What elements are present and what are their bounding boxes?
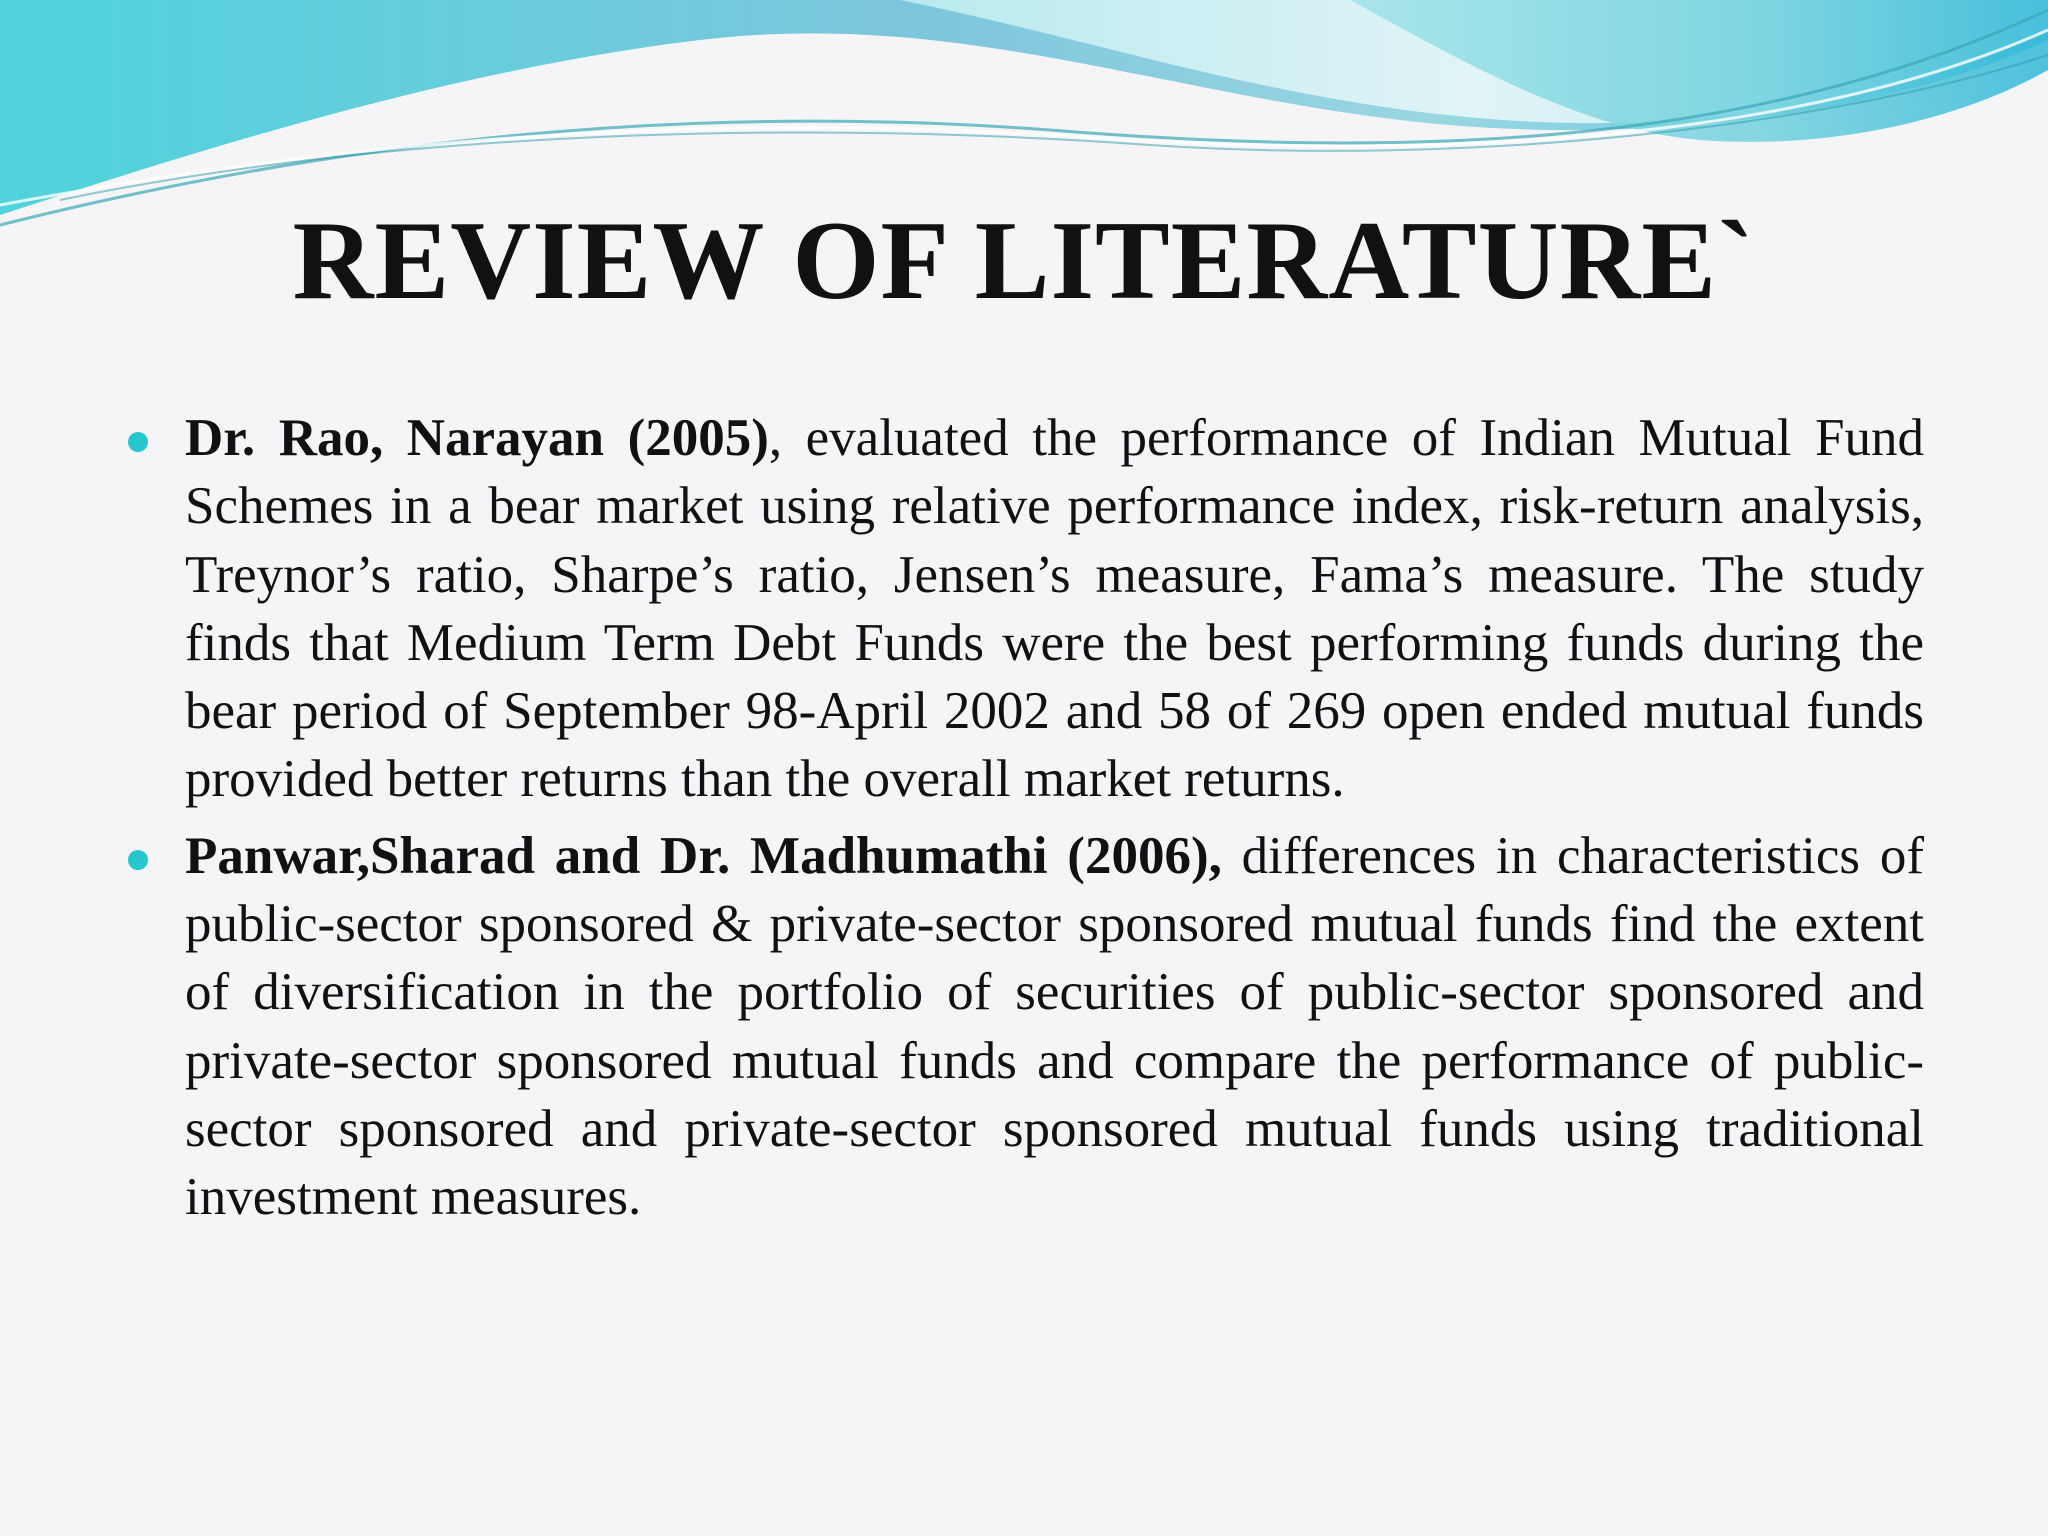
literature-text: differences in characteristics of public-sector sponsored & private-sector sponsored mutual funds find the extent of diversification in the portfolio of securities of public-sector sponsored and private-sector sponsored mutual funds and compare the performance of public-sector sponsored and private-sector sponsored mutual funds using traditional investment measures.	[185, 826, 1924, 1227]
literature-author: Dr. Rao, Narayan (2005)	[185, 409, 769, 467]
literature-text: , evaluated the performance of Indian Mutual Fund Schemes in a bear market using relative performance index, risk-return analysis, Treynor’s ratio, Sharpe’s ratio, Jensen’s measure, Fama’s measure. The study finds that Medium Term Debt Funds were the best performing funds during the bear period of September 98-April 2002 and 58 of 269 open ended mutual funds provided better returns than the overall market returns.	[185, 409, 1924, 809]
literature-author: Panwar,Sharad and Dr. Madhumathi (2006),	[185, 826, 1222, 885]
literature-item	[128, 822, 1924, 1232]
literature-list	[128, 404, 1924, 1240]
bullet-icon	[128, 850, 148, 870]
slide-title: REVIEW OF LITERATURE`	[292, 199, 1756, 323]
literature-item	[128, 404, 1924, 814]
bullet-icon	[128, 432, 148, 452]
